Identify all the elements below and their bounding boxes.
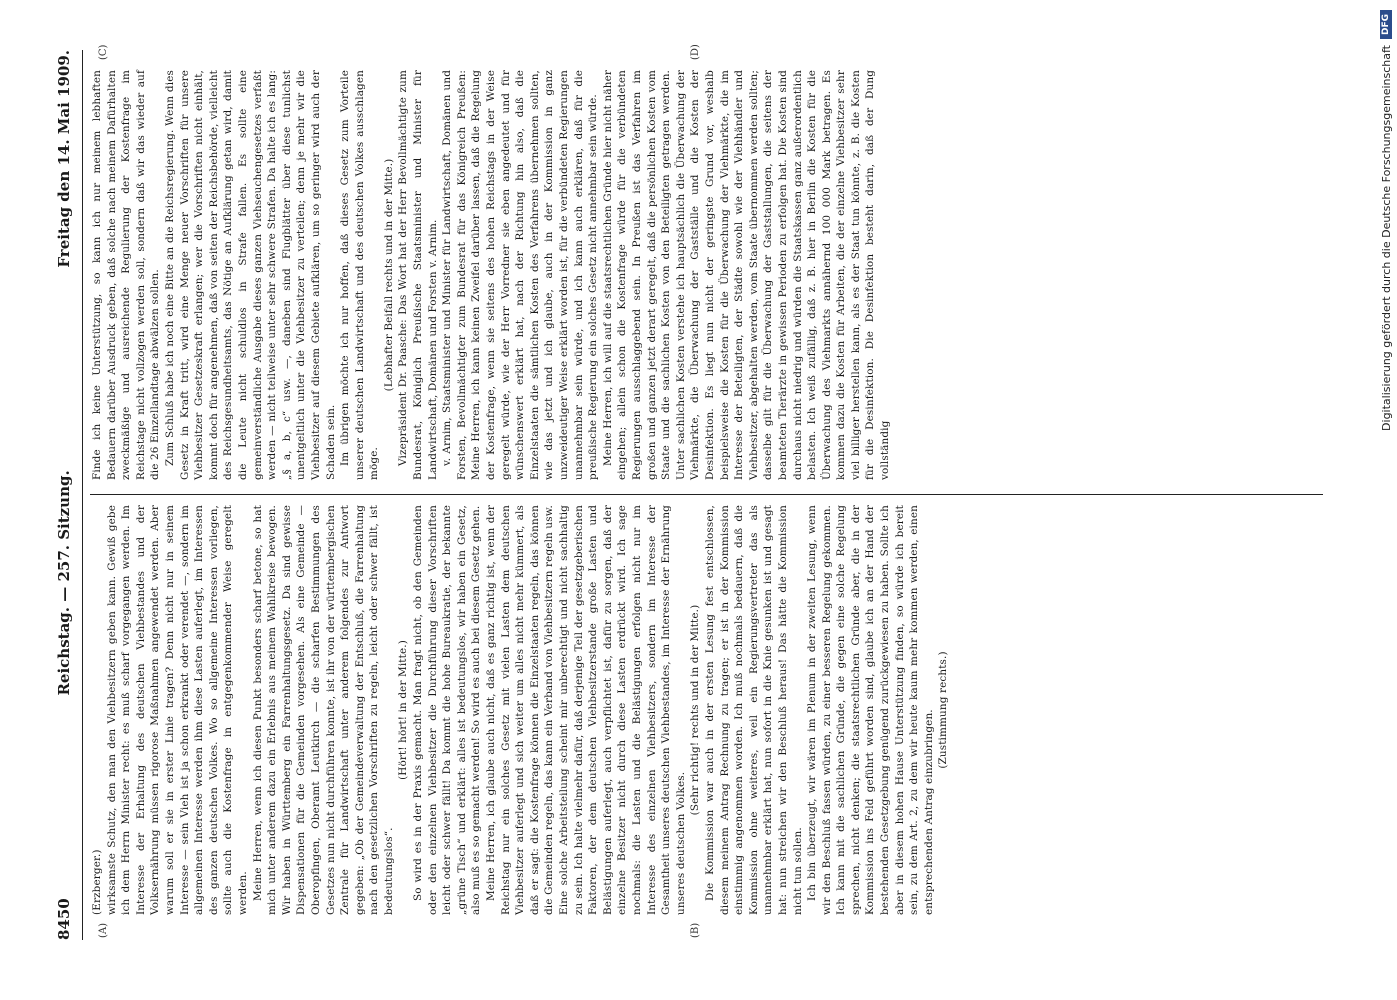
interjection: (Hört! hört! in der Mitte.)	[397, 640, 410, 780]
paragraph: Vizepräsident Dr. Paasche: Das Wort hat der Herr Bevollmächtigte zum Bundesrat, Königlich Preußische Staatsminister und Minister für Landwirtschaft, Domänen und Forsten v. Arnim.	[397, 70, 439, 480]
page-number: 8450	[55, 898, 73, 940]
paragraph: Meine Herren, wenn ich diesen Punkt besonders scharf betone, so hat mich unter anderem dazu ein Erlebnis aus meinem Wahlkreise bewogen. Wir haben in Württemberg ein Farrenhaltungsgesetz. Da sind gewisse Dispensationen für die Gemeinden vorgesehen. Als eine Gemeinde — Oberopfingen, Oberamt Leutkirch — die scharfen Bestimmungen des Gesetzes nun nicht durchführen konnte, ist ihr von der württembergischen Zentrale für Landwirtschaft unter anderem folgendes zur Antwort gegeben: „Ob der Gemeindeverwaltung der Entschluß, die Farrenhaltung nach den gesetzlichen Vorschriften zu regeln, leicht oder schwer fällt, ist bedeutungslos“.	[251, 505, 395, 915]
paragraph: Meine Herren, ich glaube auch nicht, daß es ganz richtig ist, wenn der Reichstag nur ein solches Gesetz mit vielen Lasten dem deutschen Viehbesitzer auferlegt und sich weiter um alles nicht mehr kümmert, als daß er sagt: die Kostenfrage können die Einzelstaaten regeln, das können die Gemeinden regeln, das kann ein Verband von Viehbesitzern regeln usw. Eine solche Arbeitsteilung scheint mir unberechtigt und nicht sachhaltig zu sein. Ich halte vielmehr dafür, daß derjenige Teil der gesetzgeberischen Faktoren, der dem deutschen Viehbesitzerstande große Lasten und Belästigungen auferlegt, auch verpflichtet ist, dafür zu sorgen, daß der einzelne Besitzer nicht durch diese Lasten erdrückt wird. Ich sage nochmals: die Lasten und die Belästigungen erfolgen nicht nur im Interesse des einzelnen Viehbesitzers, sondern im Interesse der Gesamtheit unseres deutschen Viehbestandes, im Interesse der Ernährung unseres deutschen Volkes.	[485, 505, 687, 915]
dfg-logo: DFG	[1380, 10, 1392, 39]
paragraph: Im übrigen möchte ich nur hoffen, daß dieses Gesetz zum Vorteile unserer deutschen Landwirtschaft und des deutschen Volkes ausschlagen möge.	[339, 70, 381, 480]
paragraph: Zum Schluß habe ich noch eine Bitte an die Reichsregierung. Wenn dies Gesetz in Kraft tritt, wird eine Menge neuer Vorschriften für unsere Viehbesitzer Gesetzeskraft erlangen; wer die Vorschriften nicht einhält, kommt doch für angenehmen, daß von seiten der Reichsbehörde, vielleicht des Reichsgesundheitsamts, das Nötige an Aufklärung getan wird, damit die Leute nicht schuldlos in Strafe fallen. Es sollte eine gemeinverständliche Ausgabe dieses ganzen Viehseuchengesetzes verfaßt werden — nicht teilweise unter sehr schwere Strafen. Da halte ich es lang: „§ a, b, c“ usw. —, daneben sind Flugblätter über diese tunlichst unentgeltlich unter die Viehbesitzer zu verteilen; denn je mehr wir die Viehbesitzer auf diesem Gebiete aufklären, um so geringer wird auch der Schaden sein.	[163, 70, 337, 480]
digitization-note	[1353, 10, 1393, 1000]
left-column	[90, 505, 951, 915]
margin-marker-a: (A)	[98, 922, 109, 938]
margin-marker-c: (C)	[98, 44, 109, 60]
page-header	[55, 50, 77, 940]
paragraph: So wird es in der Praxis gemacht. Man fragt nicht, ob den Gemeinden oder den einzelnen Viehbesitzer die Durchführung dieser Vorschriften leicht oder schwer fällt! Da kommt die hohe Bureaukratie, der bekannte „grüne Tisch“ und erklärt: alles ist bedeutungslos, wir haben ein Gesetz, also muß es so gemacht werden! So wird es auch bei diesem Gesetz gehen.	[412, 505, 483, 915]
digitization-note-text: Digitalisierung gefördert durch die Deutsche Forschungsgemeinschaft	[1379, 45, 1393, 431]
paragraph: wirksamste Schutz, den man den Viehbesitzern geben kann. Gewiß gebe ich dem Herrn Minister recht: es muß scharf vorgegangen werden. Im Interesse der Erhaltung des deutschen Viehbestandes und der Volksernährung müssen rigorose Maßnahmen angewendet werden. Aber warum soll er sie in erster Linie tragen? Denn nicht nur in seinem Interesse — sein Vieh ist ja schon erkrankt oder verendet —, sondern im allgemeinen Interesse werden ihm diese Lasten auferlegt, im Interessen des ganzen deutschen Volkes. Wo so allgemeine Interessen vorliegen, sollte auch die Kostenfrage in entgegenkommender Weise geregelt werden.	[105, 505, 249, 915]
interjection: (Zustimmung rechts.)	[937, 651, 950, 769]
speaker-reference: (Erzberger.)	[91, 849, 103, 915]
header-rule	[82, 50, 83, 940]
interjection: (Lebhafter Beifall rechts und in der Mitte.)	[382, 158, 395, 392]
margin-marker-b: (B)	[690, 922, 701, 938]
page-date: Freitag den 14. Mai 1909.	[55, 50, 73, 268]
interjection: (Sehr richtig! rechts und in der Mitte.)	[689, 604, 702, 816]
paragraph: Finde ich keine Unterstützung, so kann ich nur meinem lebhaften Bedauern darüber Ausdruck geben, daß solche nach meinem Dafürhalten zweckmäßige und ausreichende Regulierung der Kostenfrage im Reichstage nicht vollzogen werden soll, sondern daß wir das wieder auf die 26 Einzellandtage abwälzen sollen.	[91, 70, 162, 480]
page-title: Reichstag. — 257. Sitzung.	[55, 470, 73, 696]
paragraph: Ich bin überzeugt, wir wären im Plenum in der zweiten Lesung, wenn wir den Beschluß fassen würden, zu einer besseren Regelung gekommen. Ich kann mit die sachlichen Gründe, die gegen eine solche Regelung sprechen, nicht denken; die staatsrechtlichen Gründe aber, die in der Kommission ins Feld geführt worden sind, glaube ich an der Hand der bestehenden Gesetzgebung genügend zurückgewiesen zu haben. Sollte ich aber in diesem hohen Hause Unterstützung finden, so würde ich bereit sein, zu dem Art. 2, zu dem wir heute kaum mehr kommen werden, einen entsprechenden Antrag einzubringen.	[806, 505, 935, 915]
column-separator	[90, 494, 1323, 495]
paragraph: v. Arnim, Staatsminister und Minister für Landwirtschaft, Domänen und Forsten, Bevollmächtigter zum Bundesrat für das Königreich Preußen: Meine Herren, ich kann keinen Zweifel darüber lassen, daß die Regelung der Kostenfrage, wenn sie seitens des hohen Reichstags in der Weise geregelt würde, wie der Herr Vorredner sie eben angedeutet und für wünschenswert erklärt hat, nach der Richtung hin also, daß die Einzelstaaten die sämtlichen Kosten des Verfahrens übernehmen sollten, wie das jetzt und ich glaube, auch in der Kommission in ganz unzweideutiger Weise erklärt worden ist, für die verbündeten Regierungen unannehmbar sein würde, und ich kann auch erklären, daß für die preußische Regierung ein solches Gesetz nicht annehmbar sein würde.	[441, 70, 600, 480]
paragraph: Meine Herren, ich will auf die staatsrechtlichen Gründe hier nicht näher eingehen; allein schon die Kostenfrage würde für die verbündeten Regierungen ausschlaggebend sein. In Preußen ist das Verfahren im großen und ganzen jetzt derart geregelt, daß die persönlichen Kosten vom Staate und die sachlichen Kosten von den Beteiligten getragen werden. Unter sachlichen Kosten verstehe ich hauptsächlich die Überwachung der Viehmärkte, die Überwachung der Gastställe und die Kosten der Desinfektion. Es liegt nun nicht der geringste Grund vor, weshalb beispielsweise die Kosten für die Überwachung der Viehmärkte, die im Interesse der Beteiligten, der Städte sowohl wie der Viehhändler und Viehbesitzer, abgehalten werden, vom Staate übernommen werden sollten; dasselbe gilt für die Überwachung der Gaststallungen, die seitens der beamteten Tierärzte in gewissen Perioden zu erfolgen hat. Die Kosten sind durchaus nicht niedrig und würden die Staatskassen ganz außerordentlich belasten. Ich weiß zufällig, daß z. B. hier in Berlin die Kosten für die Überwachung des Viehmarkts annähernd 100 000 Mark betragen. Es kommen dazu die Kosten für Arbeiten, die der einzelne Viehbesitzer sehr viel billiger herstellen kann, als es der Staat tun könnte, z. B. die Kosten für die Desinfektion. Die Desinfektion besteht darin, daß der Dung vollständig	[601, 70, 892, 480]
paragraph: Die Kommission war auch in der ersten Lesung fest entschlossen, diesem meinem Antrag Rechnung zu tragen; er ist in der Kommission einstimmig angenommen worden. Ich muß nochmals bedauern, daß die Kommission ohne weiteres, weil ein Regierungsvertreter das als unannehmbar erklärt hat, nun sofort in die Knie gesunken ist und gesagt hat: nun streichen wir den Beschluß heraus! Das hätte die Kommission nicht tun sollen.	[703, 505, 804, 915]
margin-marker-d: (D)	[690, 44, 701, 60]
right-column	[90, 70, 893, 480]
